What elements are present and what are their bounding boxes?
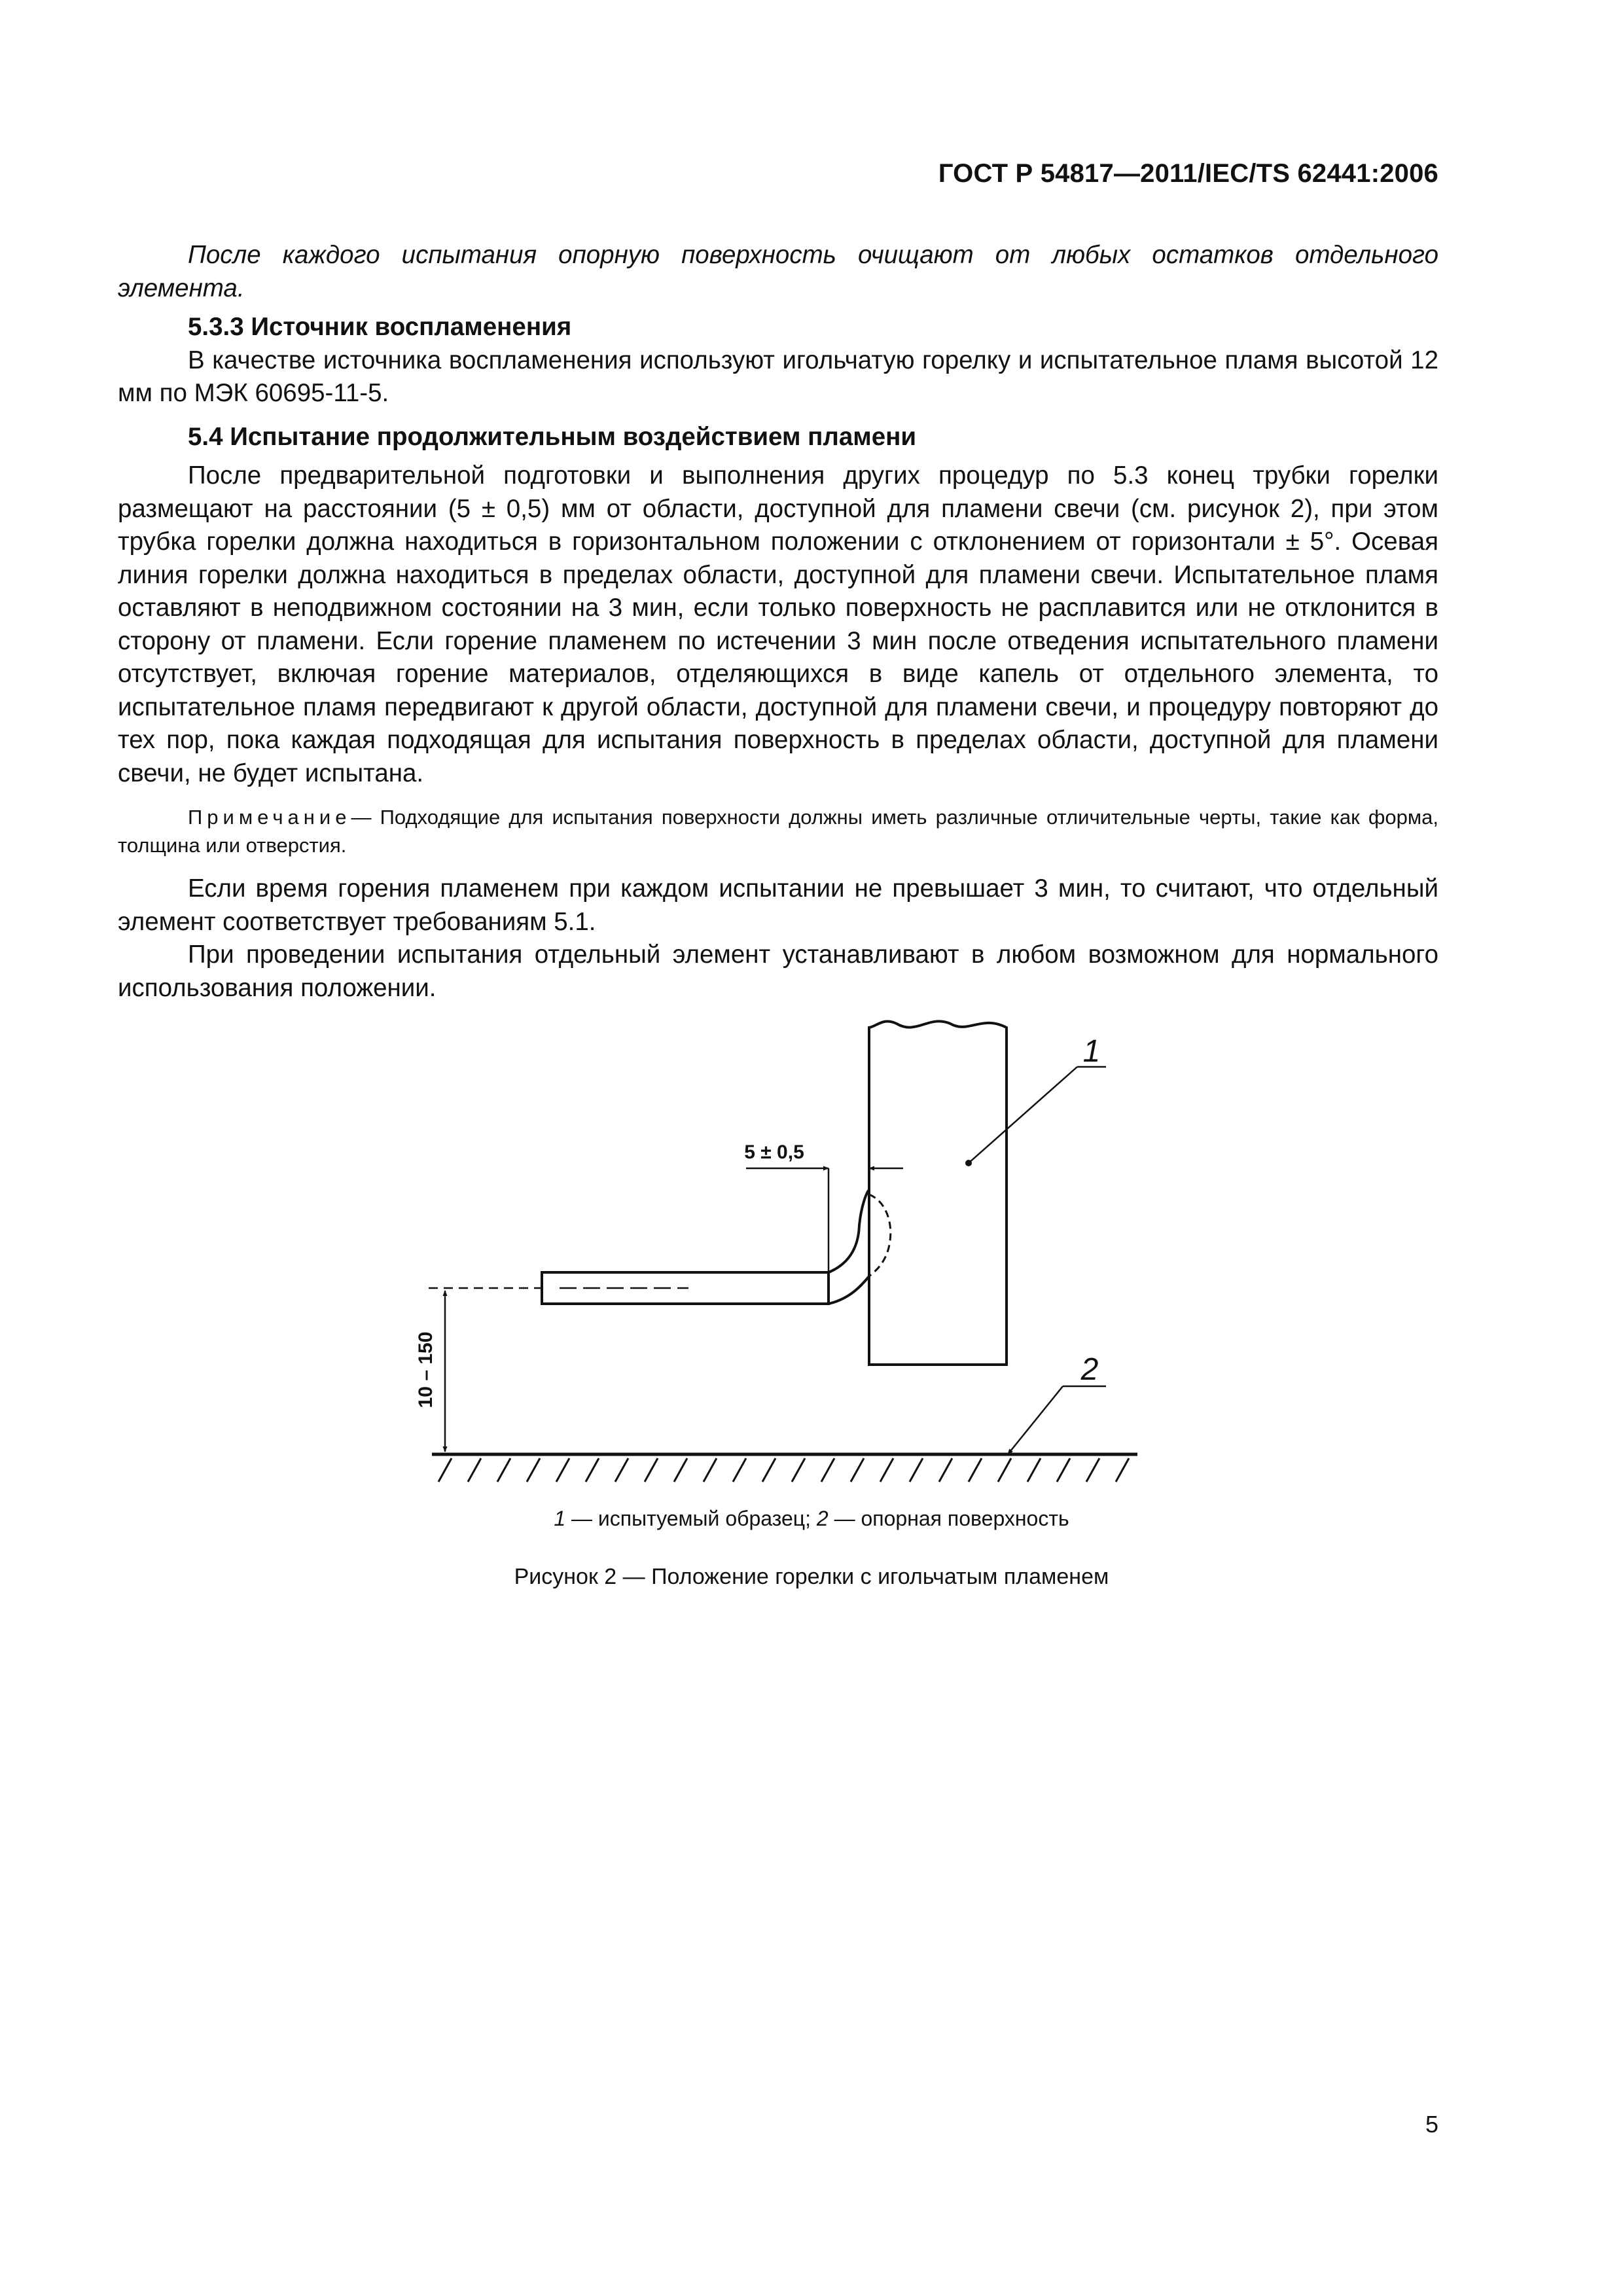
leader-line-2 [1008, 1386, 1063, 1454]
leader-dot-1 [965, 1160, 972, 1166]
specimen-outline [869, 1021, 1007, 1365]
note-text: — Подходящие для испытания поверхности должны иметь различные отличительные черты, такие как форма, толщина или отверстия. [118, 806, 1438, 857]
callout-label-2: 2 [1080, 1352, 1099, 1387]
burner-tip-flame-lower [829, 1276, 869, 1304]
paragraph-result: Если время горения пламенем при каждом испытании не превышает 3 мин, то считают, что отдельный элемент соответствует требованиям 5.1. [118, 874, 1438, 936]
paragraph-cleaning: После каждого испытания опорную поверхность очищают от любых остатков отдельного элемента. [118, 241, 1438, 302]
page-number: 5 [1425, 2111, 1438, 2138]
figure-legend [0, 1507, 1623, 1531]
dim-distance-label: 5 ± 0,5 [744, 1141, 804, 1163]
section-heading-5-3-3: 5.3.3 Источник воспламенения [188, 313, 572, 341]
legend-text-1: — испытуемый образец; [565, 1507, 817, 1530]
document-standard-header: ГОСТ Р 54817—2011/IEC/TS 62441:2006 [938, 159, 1438, 188]
document-body [118, 239, 1438, 1005]
note-label: Примечание [188, 806, 351, 829]
paragraph-ignition-source: В качестве источника воспламенения используют игольчатую горелку и испытательное пламя высотой 12 мм по МЭК 60695-11-5. [118, 346, 1438, 407]
paragraph-test-procedure: После предварительной подготовки и выполнения других процедур по 5.3 конец трубки горелки размещают на расстоянии (5 ± 0,5) мм от области, доступной для пламени свечи (см. рисунок 2), при этом трубка горелки должна находиться в горизонтальном положении с отклонением от горизонтали ± 5°. Осевая линия горелки должна находиться в пределах области, доступной для пламени свечи. Испытательное пламя оставляют в неподвижном состоянии на 3 мин, если только поверхность не расплавится или не отклонится в сторону от пламени. Если горение пламенем по истечении 3 мин после отведения испытательного пламени отсутствует, включая горение материалов, отделяющихся в виде капель от отдельного элемента, то испытательное пламя передвигают к другой области, доступной для пламени свечи, и процедуру повторяют до тех пор, пока каждая подходящая для испытания поверхность в пределах области, доступной для пламени свечи, не будет испытана. [118, 461, 1438, 787]
support-surface-hatching [438, 1458, 1129, 1482]
burner-tip-flame [829, 1190, 869, 1272]
figure-caption: Рисунок 2 — Положение горелки с игольчатым пламенем [514, 1564, 1109, 1589]
legend-number-1: 1 [554, 1507, 566, 1530]
callout-label-1: 1 [1082, 1034, 1101, 1069]
paragraph-position: При проведении испытания отдельный элемент устанавливают в любом возможном для нормального использования положении. [118, 941, 1438, 1002]
leader-line-1 [969, 1067, 1077, 1163]
legend-text-2: — опорная поверхность [828, 1507, 1069, 1530]
note-paragraph [118, 803, 1438, 859]
flame-contour [869, 1194, 891, 1276]
figure-burner-position [0, 982, 1623, 1518]
burner-diagram [0, 982, 1623, 1518]
legend-number-2: 2 [816, 1507, 829, 1530]
section-heading-5-4: 5.4 Испытание продолжительным воздействием пламени [188, 422, 917, 451]
dim-height-label: 10 – 150 [415, 1331, 437, 1408]
